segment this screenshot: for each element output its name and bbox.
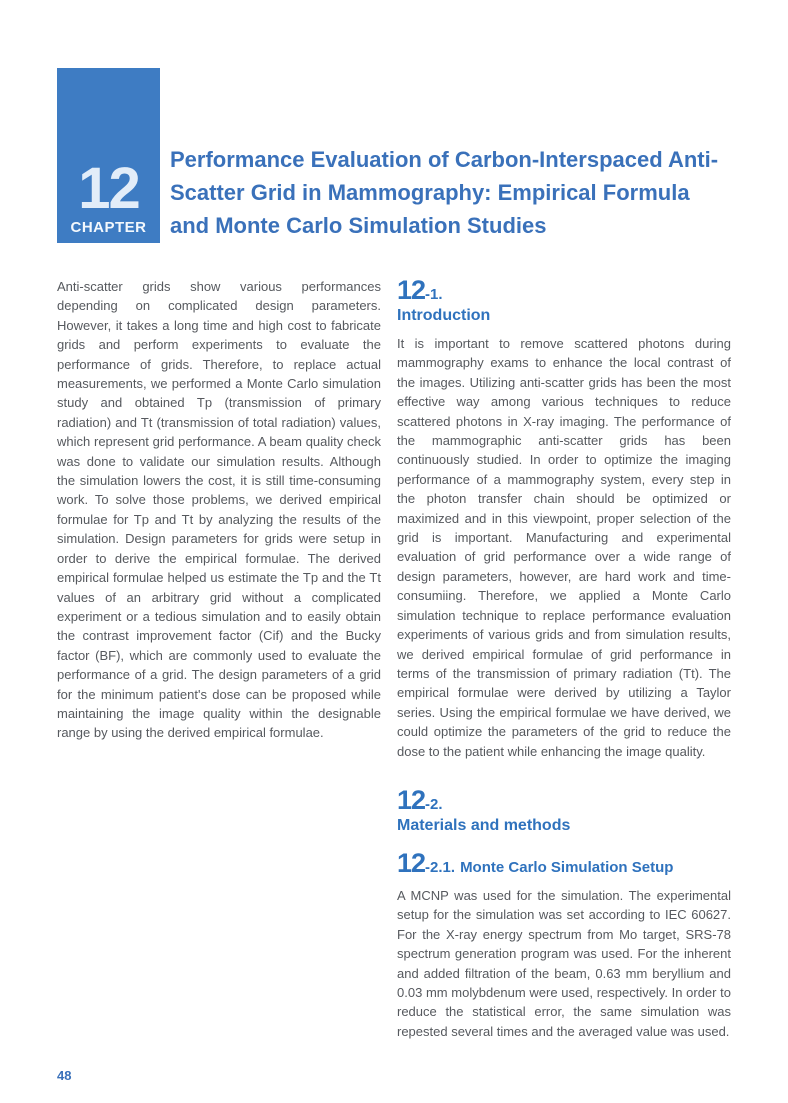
subsection-title-monte-carlo-setup: Monte Carlo Simulation Setup (460, 858, 674, 876)
section-number-suffix: -2. (425, 795, 443, 813)
subsection-number-suffix: -2.1. (425, 858, 456, 876)
content-columns (57, 277, 731, 1067)
section-heading-introduction (397, 277, 731, 325)
abstract-paragraph: Anti-scatter grids show various performances depending on complicated design parameters. However, it takes a long time and high cost to fabricate grids and perform experiments to evaluate the performance of grids. Therefore, to replace actual measurements, we performed a Monte Carlo simulation study and obtained Tp (transmission of primary radiation) and Tt (transmission of total radiation) values, which represent grid performance. A beam quality check was done to validate our simulation results. Although the simulation lowers the cost, it is still time-consuming work. To solve those problems, we derived empirical formulae for Tp and Tt by analyzing the results of the simulation. Design parameters for grids were setup in order to derive the empirical formulae. The derived empirical formulae helped us estimate the Tp and the Tt values of an arbitrary grid without a complicated experiment or a tedious simulation and to easily obtain the contrast improvement factor (Cif) and the Bucky factor (BF), which are commonly used to evaluate the performance of a grid. The design parameters of a grid for the minimum patient's dose can be proposed while maintaining the image quality within the designable range by using the derived empirical formulae. (57, 279, 381, 741)
page-number: 48 (57, 1068, 72, 1083)
subsection-heading-monte-carlo-setup (397, 847, 731, 878)
section-title-introduction: Introduction (397, 307, 491, 324)
monte-carlo-setup-paragraph: A MCNP was used for the simulation. The experimental setup for the simulation was set according to IEC 60627. For the X-ray energy spectrum from Mo target, SRS-78 spectrum generation program was used. For the inherent and added filtration of the beam, 0.63 mm beryllium and 0.03 mm molybdenum were used, respectively. In order to reduce the statistical error, the same simulation was repested several times and the averaged value was used. (397, 887, 731, 1039)
section-title-materials-and-methods: Materials and methods (397, 816, 571, 834)
section-number-line (397, 784, 731, 815)
section-number-main: 12 (397, 275, 426, 305)
section-number-main: 12 (397, 784, 426, 815)
introduction-paragraph: It is important to remove scattered photons during mammography exams to enhance the local contrast of the images. Utilizing anti-scatter grids has been the most effective way among various techniques to reduce scattered photons in X-ray imaging. The performance of the mammographic anti-scatter grids has been continuously studied. In order to optimize the imaging performance of a mammography system, every step in the photon transfer chain should be optimized or maximized and in this viewpoint, proper selection of the grid is important. Manufacturing and experimental evaluation of grid performance over a wide range of design parameters, however, are hard work and time-consumiing. Therefore, we applied a Monte Carlo simulation technique to replace performance evaluation experiments of various grids and from simulation results, we derived empirical formulae of grid performance in terms of the transmission of primary radiation (Tt). The empirical formulae were derived by utilizing a Taylor series. Using the empirical formulae we have derived, we could optimize the parameters of the grid to reduce the dose to the patient while enhancing the image quality. (397, 336, 731, 759)
main-column (397, 277, 731, 1067)
chapter-header (57, 68, 731, 243)
section-heading-materials-and-methods (397, 784, 731, 835)
subsection-number-main: 12 (397, 847, 426, 878)
section-number-line (397, 277, 731, 304)
section-number-suffix: -1. (425, 286, 443, 303)
chapter-title: Performance Evaluation of Carbon-Interspaced Anti-Scatter Grid in Mammography: Empirical Formula and Monte Carlo Simulation Studies (170, 147, 719, 238)
abstract-column (57, 277, 381, 1067)
chapter-label: CHAPTER (70, 219, 147, 236)
chapter-badge (57, 68, 160, 243)
chapter-number: 12 (78, 156, 139, 221)
